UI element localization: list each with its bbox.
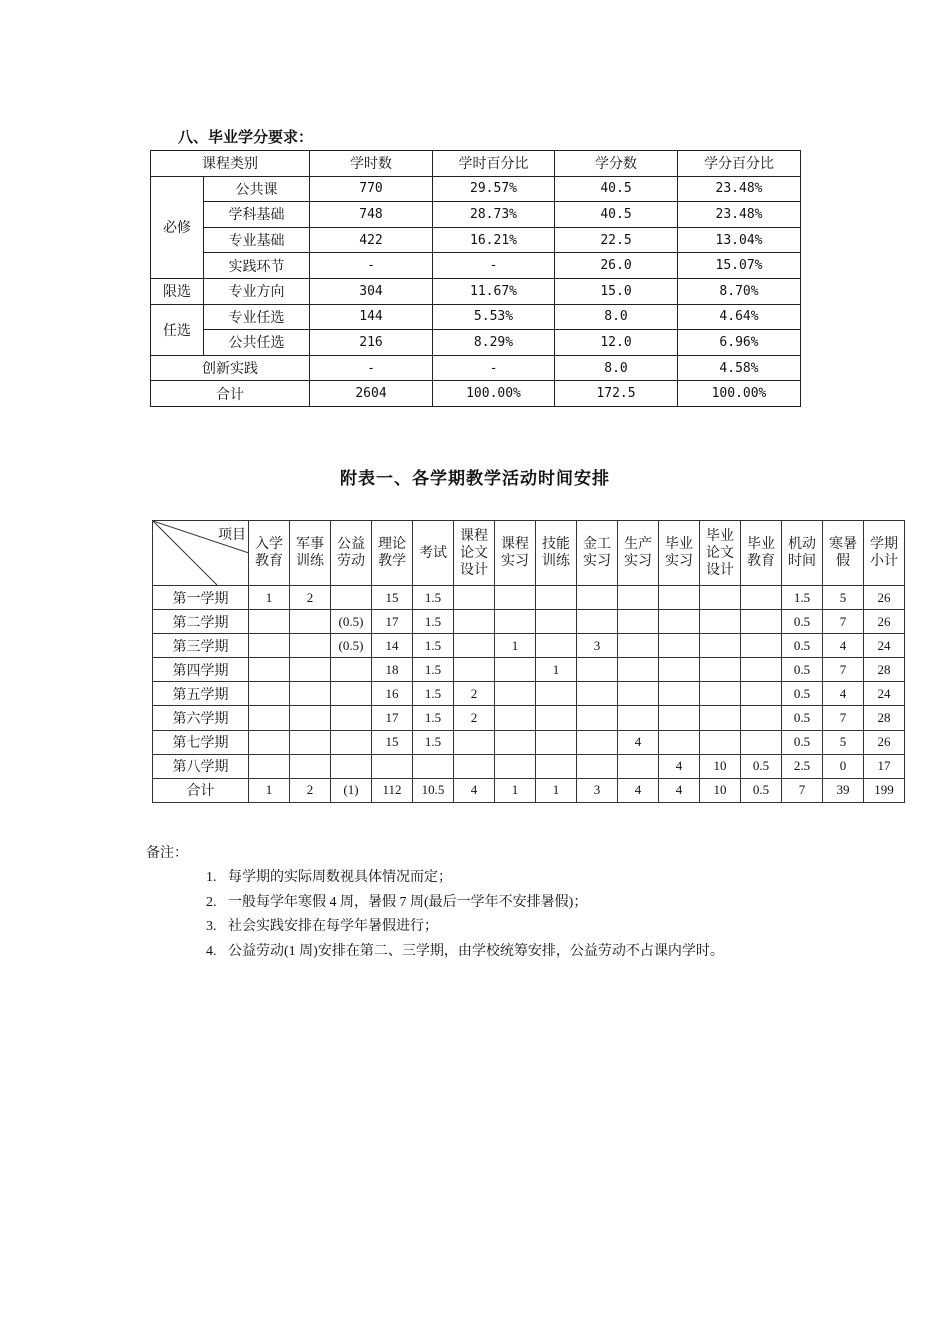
row-credits-pct: 23.48% [678, 202, 801, 228]
schedule-cell [659, 610, 700, 634]
note-item [206, 940, 724, 965]
row-credits-pct: 8.70% [678, 278, 801, 304]
note-number: 2. [206, 894, 217, 910]
schedule-cell [454, 634, 495, 658]
schedule-cell: 14 [372, 634, 413, 658]
schedule-cell [290, 658, 331, 682]
column-header-label: 课程实习 [500, 536, 529, 569]
schedule-cell [290, 706, 331, 730]
schedule-cell: 4 [659, 778, 700, 802]
note-item [206, 891, 724, 916]
schedule-cell [331, 730, 372, 754]
schedule-cell [536, 634, 577, 658]
schedule-cell [577, 658, 618, 682]
column-header-label: 毕业教育 [746, 536, 775, 569]
row-credits-pct: 15.07% [678, 253, 801, 279]
schedule-cell [741, 682, 782, 706]
section-title-graduation-credits: 八、毕业学分要求： [178, 128, 314, 146]
schedule-cell [618, 610, 659, 634]
schedule-row [153, 658, 905, 682]
schedule-cell [454, 730, 495, 754]
schedule-cell: 15 [372, 730, 413, 754]
schedule-cell [454, 586, 495, 610]
column-header [331, 521, 372, 586]
row-hours-pct: 28.73% [433, 202, 555, 228]
column-header [495, 521, 536, 586]
note-number: 1. [206, 870, 217, 885]
schedule-cell [577, 730, 618, 754]
schedule-cell [700, 634, 741, 658]
schedule-cell: 2 [454, 682, 495, 706]
schedule-cell: 1 [536, 778, 577, 802]
schedule-cell [331, 682, 372, 706]
header-course-category: 课程类别 [151, 151, 310, 177]
row-credits-pct: 6.96% [678, 330, 801, 356]
column-header-label: 机动时间 [787, 536, 816, 569]
column-header [454, 521, 495, 586]
schedule-cell: 1.5 [413, 658, 454, 682]
schedule-cell [741, 586, 782, 610]
row-name: 合计 [151, 381, 310, 407]
row-hours: - [310, 355, 433, 381]
schedule-cell [700, 610, 741, 634]
row-credits: 15.0 [555, 278, 678, 304]
schedule-cell: 15 [372, 586, 413, 610]
schedule-cell: 1 [495, 634, 536, 658]
header-credits-pct: 学分百分比 [678, 151, 801, 177]
column-header-label: 学期小计 [869, 536, 898, 569]
schedule-cell [577, 610, 618, 634]
schedule-cell [372, 754, 413, 778]
column-header [290, 521, 331, 586]
schedule-cell [331, 586, 372, 610]
schedule-cell: (0.5) [331, 634, 372, 658]
schedule-cell [249, 658, 290, 682]
note-item [206, 915, 724, 940]
schedule-cell: 28 [864, 706, 905, 730]
schedule-cell: 0.5 [741, 754, 782, 778]
schedule-cell: 1 [249, 586, 290, 610]
column-header-label: 毕业论文设计 [705, 527, 734, 578]
column-header-label: 理论教学 [377, 536, 406, 569]
schedule-cell [495, 610, 536, 634]
table-row [151, 176, 801, 202]
schedule-cell: 2 [290, 778, 331, 802]
schedule-cell [577, 682, 618, 706]
row-credits: 22.5 [555, 227, 678, 253]
schedule-cell: 24 [864, 682, 905, 706]
schedule-cell [618, 682, 659, 706]
group-elective: 任选 [151, 304, 204, 355]
schedule-row [153, 682, 905, 706]
schedule-cell [331, 658, 372, 682]
row-credits-pct: 4.64% [678, 304, 801, 330]
schedule-cell [249, 730, 290, 754]
schedule-cell [741, 730, 782, 754]
schedule-cell: 4 [659, 754, 700, 778]
schedule-cell: 10 [700, 778, 741, 802]
schedule-cell: 17 [372, 706, 413, 730]
notes-label: 备注： [146, 845, 188, 861]
row-hours-pct: 11.67% [433, 278, 555, 304]
schedule-cell [331, 706, 372, 730]
group-required: 必修 [151, 176, 204, 278]
row-name: 公共任选 [204, 330, 310, 356]
schedule-cell [290, 682, 331, 706]
table-header-row [151, 151, 801, 177]
row-name: 专业任选 [204, 304, 310, 330]
column-header [700, 521, 741, 586]
semester-schedule-table [152, 520, 905, 803]
schedule-cell: 10 [700, 754, 741, 778]
schedule-row [153, 586, 905, 610]
schedule-cell [249, 610, 290, 634]
schedule-cell [454, 754, 495, 778]
schedule-cell: 0.5 [741, 778, 782, 802]
schedule-cell [454, 610, 495, 634]
column-header-label: 军事训练 [295, 536, 324, 569]
note-text: 公益劳动(1 周)安排在第二、三学期，由学校统筹安排，公益劳动不占课内学时。 [228, 943, 724, 959]
schedule-cell: 4 [823, 634, 864, 658]
schedule-cell [249, 754, 290, 778]
column-header [823, 521, 864, 586]
table-row [151, 330, 801, 356]
schedule-cell: 0.5 [782, 634, 823, 658]
row-hours-pct: - [433, 253, 555, 279]
schedule-cell [700, 658, 741, 682]
schedule-cell [290, 754, 331, 778]
notes-list [206, 866, 724, 964]
schedule-cell [290, 610, 331, 634]
schedule-cell: 4 [618, 730, 659, 754]
row-name: 创新实践 [151, 355, 310, 381]
credit-requirements-table [150, 150, 801, 407]
column-header-label: 公益劳动 [336, 536, 365, 569]
semester-label: 第五学期 [153, 682, 249, 706]
schedule-cell: 1 [249, 778, 290, 802]
schedule-cell: 0.5 [782, 730, 823, 754]
schedule-cell: 5 [823, 586, 864, 610]
row-hours: 748 [310, 202, 433, 228]
schedule-cell: 4 [823, 682, 864, 706]
schedule-cell [577, 706, 618, 730]
column-header-label: 金工实习 [582, 536, 611, 569]
schedule-cell: 3 [577, 634, 618, 658]
schedule-row [153, 610, 905, 634]
row-hours: 304 [310, 278, 433, 304]
corner-cell [153, 521, 249, 586]
schedule-cell: 26 [864, 586, 905, 610]
semester-label: 第七学期 [153, 730, 249, 754]
note-number: 3. [206, 919, 217, 934]
column-header-label: 课程论文设计 [459, 527, 488, 578]
schedule-cell: 199 [864, 778, 905, 802]
table-row [151, 253, 801, 279]
note-number: 4. [206, 943, 217, 959]
column-header [618, 521, 659, 586]
schedule-cell: 0.5 [782, 706, 823, 730]
table-row [151, 278, 801, 304]
schedule-cell [331, 754, 372, 778]
schedule-cell: 0 [823, 754, 864, 778]
header-hours-pct: 学时百分比 [433, 151, 555, 177]
column-header [659, 521, 700, 586]
schedule-cell: 112 [372, 778, 413, 802]
schedule-cell [618, 754, 659, 778]
note-item [206, 866, 724, 891]
row-credits: 172.5 [555, 381, 678, 407]
schedule-cell [741, 610, 782, 634]
schedule-cell: 2.5 [782, 754, 823, 778]
semester-label: 合计 [153, 778, 249, 802]
schedule-cell [618, 634, 659, 658]
schedule-cell: 1.5 [413, 682, 454, 706]
row-name: 专业基础 [204, 227, 310, 253]
schedule-cell: 24 [864, 634, 905, 658]
header-hours: 学时数 [310, 151, 433, 177]
table-row [151, 355, 801, 381]
column-header [741, 521, 782, 586]
row-credits-pct: 4.58% [678, 355, 801, 381]
schedule-cell [618, 706, 659, 730]
schedule-cell: 5 [823, 730, 864, 754]
schedule-cell [536, 754, 577, 778]
row-credits: 8.0 [555, 304, 678, 330]
schedule-cell [536, 610, 577, 634]
semester-label: 第八学期 [153, 754, 249, 778]
schedule-cell [495, 658, 536, 682]
row-name: 实践环节 [204, 253, 310, 279]
schedule-cell [454, 658, 495, 682]
row-credits: 12.0 [555, 330, 678, 356]
column-header [782, 521, 823, 586]
schedule-cell: 1.5 [413, 610, 454, 634]
row-hours: 216 [310, 330, 433, 356]
schedule-cell: 0.5 [782, 610, 823, 634]
schedule-cell [290, 730, 331, 754]
semester-label: 第一学期 [153, 586, 249, 610]
row-credits-pct: 13.04% [678, 227, 801, 253]
schedule-row [153, 730, 905, 754]
schedule-cell [659, 658, 700, 682]
schedule-cell: 1 [495, 778, 536, 802]
schedule-cell: 1.5 [413, 706, 454, 730]
schedule-cell [659, 706, 700, 730]
schedule-cell [741, 658, 782, 682]
schedule-cell: 2 [454, 706, 495, 730]
schedule-cell [741, 634, 782, 658]
table-row [151, 227, 801, 253]
schedule-cell: (0.5) [331, 610, 372, 634]
row-credits-pct: 23.48% [678, 176, 801, 202]
schedule-cell: 4 [618, 778, 659, 802]
column-header-label: 寒暑假 [828, 536, 857, 569]
row-hours-pct: 29.57% [433, 176, 555, 202]
column-header-label: 毕业实习 [664, 536, 693, 569]
schedule-cell: 1 [536, 658, 577, 682]
schedule-cell: 10.5 [413, 778, 454, 802]
semester-label: 第六学期 [153, 706, 249, 730]
schedule-cell [249, 634, 290, 658]
schedule-cell [536, 730, 577, 754]
schedule-cell [290, 634, 331, 658]
schedule-cell: 17 [372, 610, 413, 634]
row-hours-pct: 100.00% [433, 381, 555, 407]
schedule-total-row [153, 778, 905, 802]
schedule-cell: (1) [331, 778, 372, 802]
row-hours: - [310, 253, 433, 279]
row-credits: 8.0 [555, 355, 678, 381]
column-header-label: 生产实习 [623, 536, 652, 569]
schedule-cell [536, 682, 577, 706]
row-hours: 2604 [310, 381, 433, 407]
schedule-cell [700, 730, 741, 754]
row-credits: 40.5 [555, 202, 678, 228]
schedule-row [153, 754, 905, 778]
row-hours: 144 [310, 304, 433, 330]
column-header-label: 入学教育 [254, 536, 283, 569]
schedule-cell [495, 682, 536, 706]
schedule-cell: 39 [823, 778, 864, 802]
schedule-cell [618, 586, 659, 610]
schedule-cell: 26 [864, 730, 905, 754]
schedule-cell [577, 586, 618, 610]
row-hours-pct: 16.21% [433, 227, 555, 253]
schedule-cell: 7 [782, 778, 823, 802]
column-header [413, 521, 454, 586]
corner-label: 项目 [218, 527, 246, 543]
column-header [536, 521, 577, 586]
schedule-row [153, 634, 905, 658]
header-credits: 学分数 [555, 151, 678, 177]
schedule-cell: 1.5 [413, 730, 454, 754]
schedule-cell [495, 586, 536, 610]
schedule-cell [618, 658, 659, 682]
row-credits: 40.5 [555, 176, 678, 202]
appendix-title: 附表一、各学期教学活动时间安排 [340, 469, 610, 489]
row-hours-pct: 5.53% [433, 304, 555, 330]
row-name: 专业方向 [204, 278, 310, 304]
row-credits-pct: 100.00% [678, 381, 801, 407]
schedule-cell: 3 [577, 778, 618, 802]
schedule-cell: 18 [372, 658, 413, 682]
table-row [151, 202, 801, 228]
column-header [864, 521, 905, 586]
semester-label: 第四学期 [153, 658, 249, 682]
schedule-cell [249, 706, 290, 730]
schedule-cell: 1.5 [413, 586, 454, 610]
row-hours: 770 [310, 176, 433, 202]
schedule-cell: 28 [864, 658, 905, 682]
schedule-cell: 7 [823, 610, 864, 634]
semester-label: 第三学期 [153, 634, 249, 658]
schedule-cell [249, 682, 290, 706]
column-header [249, 521, 290, 586]
schedule-header-row [153, 521, 905, 586]
note-text: 每学期的实际周数视具体情况而定； [228, 870, 452, 885]
schedule-cell: 0.5 [782, 658, 823, 682]
schedule-cell: 1.5 [782, 586, 823, 610]
schedule-cell [536, 586, 577, 610]
schedule-cell [659, 586, 700, 610]
row-name: 公共课 [204, 176, 310, 202]
semester-label: 第二学期 [153, 610, 249, 634]
schedule-cell [577, 754, 618, 778]
schedule-cell [413, 754, 454, 778]
schedule-cell: 1.5 [413, 634, 454, 658]
column-header [372, 521, 413, 586]
schedule-row [153, 706, 905, 730]
note-text: 一般每学年寒假 4 周，暑假 7 周(最后一学年不安排暑假)； [228, 894, 588, 910]
row-name: 学科基础 [204, 202, 310, 228]
row-hours-pct: 8.29% [433, 330, 555, 356]
column-header-label: 考试 [418, 544, 447, 561]
row-hours: 422 [310, 227, 433, 253]
schedule-cell [700, 586, 741, 610]
row-credits: 26.0 [555, 253, 678, 279]
schedule-cell [700, 706, 741, 730]
schedule-cell [536, 706, 577, 730]
table-total-row [151, 381, 801, 407]
row-hours-pct: - [433, 355, 555, 381]
schedule-cell [659, 682, 700, 706]
table-row [151, 304, 801, 330]
schedule-cell [495, 730, 536, 754]
column-header [577, 521, 618, 586]
schedule-cell [495, 706, 536, 730]
schedule-cell [659, 634, 700, 658]
schedule-cell [700, 682, 741, 706]
schedule-cell: 26 [864, 610, 905, 634]
schedule-cell [659, 730, 700, 754]
schedule-cell: 7 [823, 658, 864, 682]
note-text: 社会实践安排在每学年暑假进行； [228, 919, 438, 934]
column-header-label: 技能训练 [541, 536, 570, 569]
schedule-cell: 0.5 [782, 682, 823, 706]
schedule-cell: 2 [290, 586, 331, 610]
schedule-cell: 7 [823, 706, 864, 730]
schedule-cell: 17 [864, 754, 905, 778]
schedule-cell: 16 [372, 682, 413, 706]
group-limited: 限选 [151, 278, 204, 304]
schedule-cell [741, 706, 782, 730]
schedule-cell [495, 754, 536, 778]
schedule-cell: 4 [454, 778, 495, 802]
